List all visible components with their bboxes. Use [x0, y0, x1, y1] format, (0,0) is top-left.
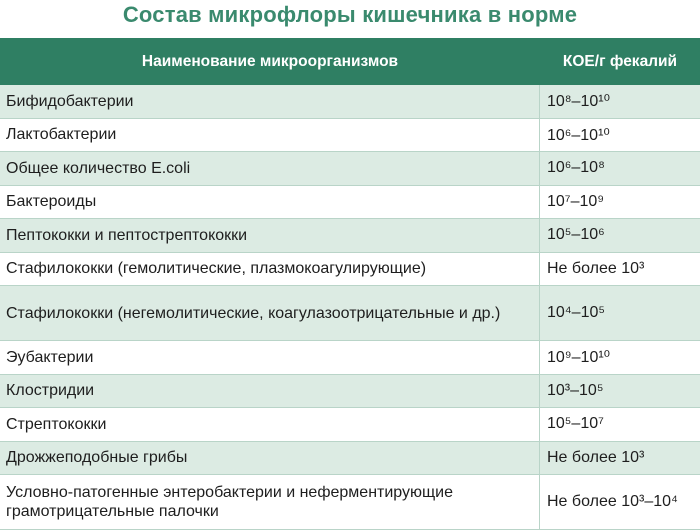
cell-organism: Эубактерии: [0, 341, 540, 374]
table-row: [0, 442, 700, 476]
cell-organism: Дрожжеподобные грибы: [0, 442, 540, 475]
cell-organism: Стафилококки (гемолитические, плазмокоагулирующие): [0, 253, 540, 286]
cell-organism: Бактероиды: [0, 186, 540, 219]
table-row: [0, 475, 700, 530]
cell-organism: Пептококки и пептострептококки: [0, 219, 540, 252]
table-row: [0, 253, 700, 287]
cell-cfu: 10⁷–10⁹: [547, 192, 605, 210]
table-row: [0, 219, 700, 253]
cell-cfu: 10⁴–10⁵: [547, 304, 605, 321]
page-title: Состав микрофлоры кишечника в норме: [122, 2, 578, 27]
table-row: [0, 152, 700, 186]
table-body: [0, 85, 700, 530]
cell-cfu: Не более 10³: [547, 259, 645, 277]
cell-cfu: 10⁶–10¹⁰: [547, 126, 610, 144]
table-row: [0, 375, 700, 409]
header-cfu-per-gram: КОЕ/г фекалий: [562, 52, 678, 70]
cell-organism: Лактобактерии: [0, 119, 540, 152]
table-row: [0, 85, 700, 119]
cell-cfu: 10³–10⁵: [547, 381, 604, 399]
table-row: [0, 119, 700, 153]
microflora-table: [0, 38, 700, 530]
cell-organism: Бифидобактерии: [0, 85, 540, 118]
table-header: [0, 38, 700, 85]
table-row: [0, 341, 700, 375]
cell-organism: Общее количество E.coli: [0, 152, 540, 185]
cell-cfu: 10⁶–10⁸: [547, 159, 605, 177]
cell-cfu: 10⁹–10¹⁰: [547, 349, 611, 367]
cell-cfu: 10⁵–10⁶: [547, 226, 605, 244]
cell-organism: Стрептококки: [0, 408, 540, 441]
cell-cfu: 10⁸–10¹⁰: [547, 93, 610, 111]
cell-organism: Клостридии: [0, 375, 540, 408]
cell-cfu: 10⁵–10⁷: [547, 415, 604, 433]
cell-organism: Условно-патогенные энтеробактерии и неферментирующие грамотрицательные палочки: [0, 475, 540, 529]
cell-organism: Стафилококки (негемолитические, коагулазоотрицательные и др.): [0, 286, 540, 340]
cell-cfu: Не более 10³: [547, 448, 645, 466]
cell-cfu: Не более 10³–10⁴: [547, 493, 678, 510]
header-organism-name: Наименование микроорганизмов: [141, 52, 399, 70]
table-row: [0, 286, 700, 341]
table-row: [0, 408, 700, 442]
table-row: [0, 186, 700, 220]
